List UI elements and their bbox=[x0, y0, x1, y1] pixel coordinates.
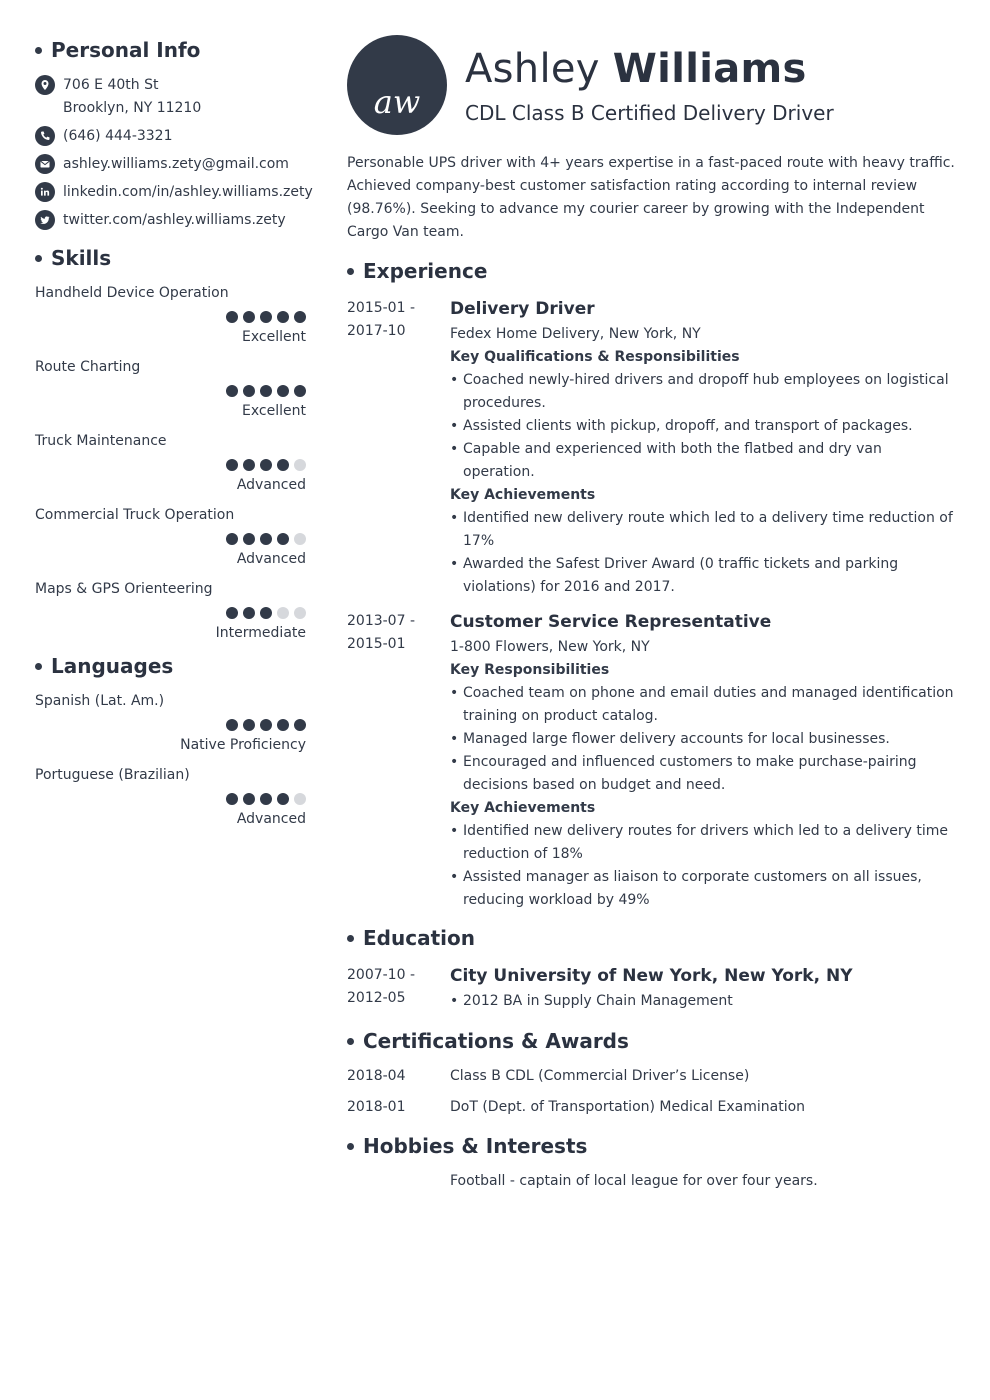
achievements-list bbox=[450, 820, 957, 912]
skill-rating bbox=[35, 533, 306, 545]
job-title: Customer Service Representative bbox=[450, 612, 772, 632]
contact-list bbox=[35, 74, 313, 232]
contact-twitter bbox=[35, 209, 306, 232]
skills-list bbox=[35, 282, 306, 644]
skill-item bbox=[35, 282, 306, 348]
achievements-heading: Key Achievements bbox=[450, 487, 596, 503]
phone-icon bbox=[35, 126, 55, 146]
main-content bbox=[347, 35, 957, 1193]
bullet-icon bbox=[35, 663, 42, 670]
rating-dot-icon bbox=[260, 311, 272, 323]
skill-name: Handheld Device Operation bbox=[35, 285, 229, 301]
skill-rating bbox=[35, 311, 306, 323]
email-link[interactable]: ashley.williams.zety@gmail.com bbox=[63, 156, 289, 172]
responsibilities-list bbox=[450, 369, 957, 484]
certifications-heading: Certifications & Awards bbox=[347, 1029, 957, 1053]
full-name: Ashley Williams bbox=[465, 46, 807, 92]
rating-dot-icon bbox=[260, 459, 272, 471]
certification-row bbox=[347, 1065, 957, 1088]
skill-rating bbox=[35, 385, 306, 397]
job-title: Delivery Driver bbox=[450, 299, 595, 319]
responsibilities-list bbox=[450, 682, 957, 797]
rating-dot-icon bbox=[260, 533, 272, 545]
rating-dot-icon bbox=[294, 793, 306, 805]
rating-dot-icon bbox=[226, 533, 238, 545]
rating-dot-icon bbox=[277, 533, 289, 545]
company: 1-800 Flowers, New York, NY bbox=[450, 639, 650, 655]
bullet-icon bbox=[347, 1143, 354, 1150]
rating-dot-icon bbox=[277, 793, 289, 805]
job-title: CDL Class B Certified Delivery Driver bbox=[465, 101, 834, 125]
certification-row bbox=[347, 1096, 957, 1119]
bullet-icon bbox=[347, 1038, 354, 1045]
bullet-icon bbox=[347, 935, 354, 942]
education-date: 2007-10 - 2012-05 bbox=[347, 967, 415, 1006]
skill-rating bbox=[35, 459, 306, 471]
skill-item bbox=[35, 356, 306, 422]
school-name: City University of New York, New York, NY bbox=[450, 966, 853, 986]
hobbies-entry bbox=[347, 1170, 957, 1193]
rating-dot-icon bbox=[260, 793, 272, 805]
certification-date: 2018-01 bbox=[347, 1099, 406, 1115]
skill-level: Intermediate bbox=[215, 625, 306, 641]
language-level: Native Proficiency bbox=[180, 737, 306, 753]
responsibilities-heading: Key Qualifications & Responsibilities bbox=[450, 349, 740, 365]
rating-dot-icon bbox=[243, 793, 255, 805]
hobbies-text: Football - captain of local league for over four years. bbox=[450, 1173, 818, 1189]
twitter-icon bbox=[35, 210, 55, 230]
skills-heading: Skills bbox=[35, 246, 306, 270]
experience-date: 2013-07 - 2015-01 bbox=[347, 613, 415, 652]
rating-dot-icon bbox=[260, 385, 272, 397]
language-level: Advanced bbox=[236, 811, 306, 827]
rating-dot-icon bbox=[243, 533, 255, 545]
skill-name: Commercial Truck Operation bbox=[35, 507, 235, 523]
certification-date: 2018-04 bbox=[347, 1068, 406, 1084]
achievements-list bbox=[450, 507, 957, 599]
list-item: • Identified new delivery routes for drivers which led to a delivery time reduction of 18% bbox=[450, 820, 957, 866]
rating-dot-icon bbox=[294, 311, 306, 323]
language-rating bbox=[35, 793, 306, 805]
rating-dot-icon bbox=[226, 459, 238, 471]
summary: Personable UPS driver with 4+ years expertise in a fast-paced route with heavy traffic. Achieved company-best customer satisfaction rating according to internal review (98.76%). Seeking to advance my courier career by growing with the Independent Cargo Van team. bbox=[347, 155, 955, 240]
rating-dot-icon bbox=[243, 607, 255, 619]
rating-dot-icon bbox=[226, 385, 238, 397]
skill-name: Route Charting bbox=[35, 359, 141, 375]
email-icon bbox=[35, 154, 55, 174]
rating-dot-icon bbox=[294, 459, 306, 471]
list-item: • Assisted clients with pickup, dropoff, and transport of packages. bbox=[450, 415, 957, 438]
rating-dot-icon bbox=[294, 607, 306, 619]
skill-name: Maps & GPS Orienteering bbox=[35, 581, 213, 597]
experience-date: 2015-01 - 2017-10 bbox=[347, 300, 415, 339]
rating-dot-icon bbox=[260, 719, 272, 731]
contact-linkedin bbox=[35, 181, 313, 204]
rating-dot-icon bbox=[277, 607, 289, 619]
languages-heading: Languages bbox=[35, 654, 306, 678]
bullet-icon bbox=[347, 268, 354, 275]
resume-header bbox=[347, 35, 957, 135]
experience-entry bbox=[347, 297, 957, 599]
bullet-icon bbox=[35, 47, 42, 54]
list-item: • Coached newly-hired drivers and dropoff hub employees on logistical procedures. bbox=[450, 369, 957, 415]
company: Fedex Home Delivery, New York, NY bbox=[450, 326, 701, 342]
sidebar bbox=[35, 38, 313, 838]
rating-dot-icon bbox=[277, 459, 289, 471]
responsibilities-heading: Key Responsibilities bbox=[450, 662, 610, 678]
education-item: • 2012 BA in Supply Chain Management bbox=[450, 990, 957, 1013]
location-icon bbox=[35, 75, 55, 95]
linkedin-link[interactable]: linkedin.com/in/ashley.williams.zety bbox=[63, 184, 313, 200]
experience-heading: Experience bbox=[347, 259, 957, 283]
languages-list bbox=[35, 690, 306, 830]
contact-phone bbox=[35, 125, 306, 148]
hobbies-heading: Hobbies & Interests bbox=[347, 1134, 957, 1158]
education-heading: Education bbox=[347, 926, 957, 950]
skill-level: Excellent bbox=[242, 403, 306, 419]
contact-email bbox=[35, 153, 306, 176]
rating-dot-icon bbox=[277, 719, 289, 731]
rating-dot-icon bbox=[277, 311, 289, 323]
personal-info-heading: Personal Info bbox=[35, 38, 306, 62]
certification-name: DoT (Dept. of Transportation) Medical Examination bbox=[450, 1099, 806, 1115]
experience-list bbox=[347, 297, 957, 912]
skill-level: Excellent bbox=[242, 329, 306, 345]
rating-dot-icon bbox=[243, 385, 255, 397]
experience-entry bbox=[347, 610, 957, 912]
certifications-list bbox=[347, 1065, 957, 1119]
certification-name: Class B CDL (Commercial Driver’s License) bbox=[450, 1068, 750, 1084]
address-line-2: Brooklyn, NY 11210 bbox=[63, 100, 202, 116]
rating-dot-icon bbox=[243, 311, 255, 323]
rating-dot-icon bbox=[243, 459, 255, 471]
list-item: • Awarded the Safest Driver Award (0 traffic tickets and parking violations) for 2016 and 2017. bbox=[450, 553, 957, 599]
list-item: • Coached team on phone and email duties and managed identification training on product catalog. bbox=[450, 682, 957, 728]
skill-item bbox=[35, 504, 306, 570]
rating-dot-icon bbox=[294, 719, 306, 731]
language-rating bbox=[35, 719, 306, 731]
rating-dot-icon bbox=[294, 385, 306, 397]
skill-item bbox=[35, 430, 306, 496]
list-item: • Encouraged and influenced customers to make purchase-pairing decisions based on budget and need. bbox=[450, 751, 957, 797]
skill-level: Advanced bbox=[236, 477, 306, 493]
linkedin-icon bbox=[35, 182, 55, 202]
contact-address bbox=[35, 74, 306, 120]
achievements-heading: Key Achievements bbox=[450, 800, 596, 816]
rating-dot-icon bbox=[226, 719, 238, 731]
rating-dot-icon bbox=[294, 533, 306, 545]
phone-text[interactable]: (646) 444-3321 bbox=[63, 128, 173, 144]
list-item: • Identified new delivery route which led to a delivery time reduction of 17% bbox=[450, 507, 957, 553]
language-item bbox=[35, 690, 306, 756]
list-item: • Managed large flower delivery accounts for local businesses. bbox=[450, 728, 957, 751]
language-name: Portuguese (Brazilian) bbox=[35, 767, 190, 783]
rating-dot-icon bbox=[260, 607, 272, 619]
monogram-avatar: aw bbox=[347, 35, 447, 135]
skill-item bbox=[35, 578, 306, 644]
education-entry bbox=[347, 964, 957, 1013]
language-name: Spanish (Lat. Am.) bbox=[35, 693, 165, 709]
rating-dot-icon bbox=[226, 311, 238, 323]
rating-dot-icon bbox=[226, 607, 238, 619]
rating-dot-icon bbox=[243, 719, 255, 731]
language-item bbox=[35, 764, 306, 830]
twitter-link[interactable]: twitter.com/ashley.williams.zety bbox=[63, 212, 286, 228]
skill-name: Truck Maintenance bbox=[35, 433, 167, 449]
skill-rating bbox=[35, 607, 306, 619]
rating-dot-icon bbox=[277, 385, 289, 397]
address-line-1: 706 E 40th St bbox=[63, 77, 159, 93]
list-item: • Capable and experienced with both the flatbed and dry van operation. bbox=[450, 438, 957, 484]
list-item: • Assisted manager as liaison to corporate customers on all issues, reducing workload by 49% bbox=[450, 866, 957, 912]
rating-dot-icon bbox=[226, 793, 238, 805]
skill-level: Advanced bbox=[236, 551, 306, 567]
bullet-icon bbox=[35, 255, 42, 262]
